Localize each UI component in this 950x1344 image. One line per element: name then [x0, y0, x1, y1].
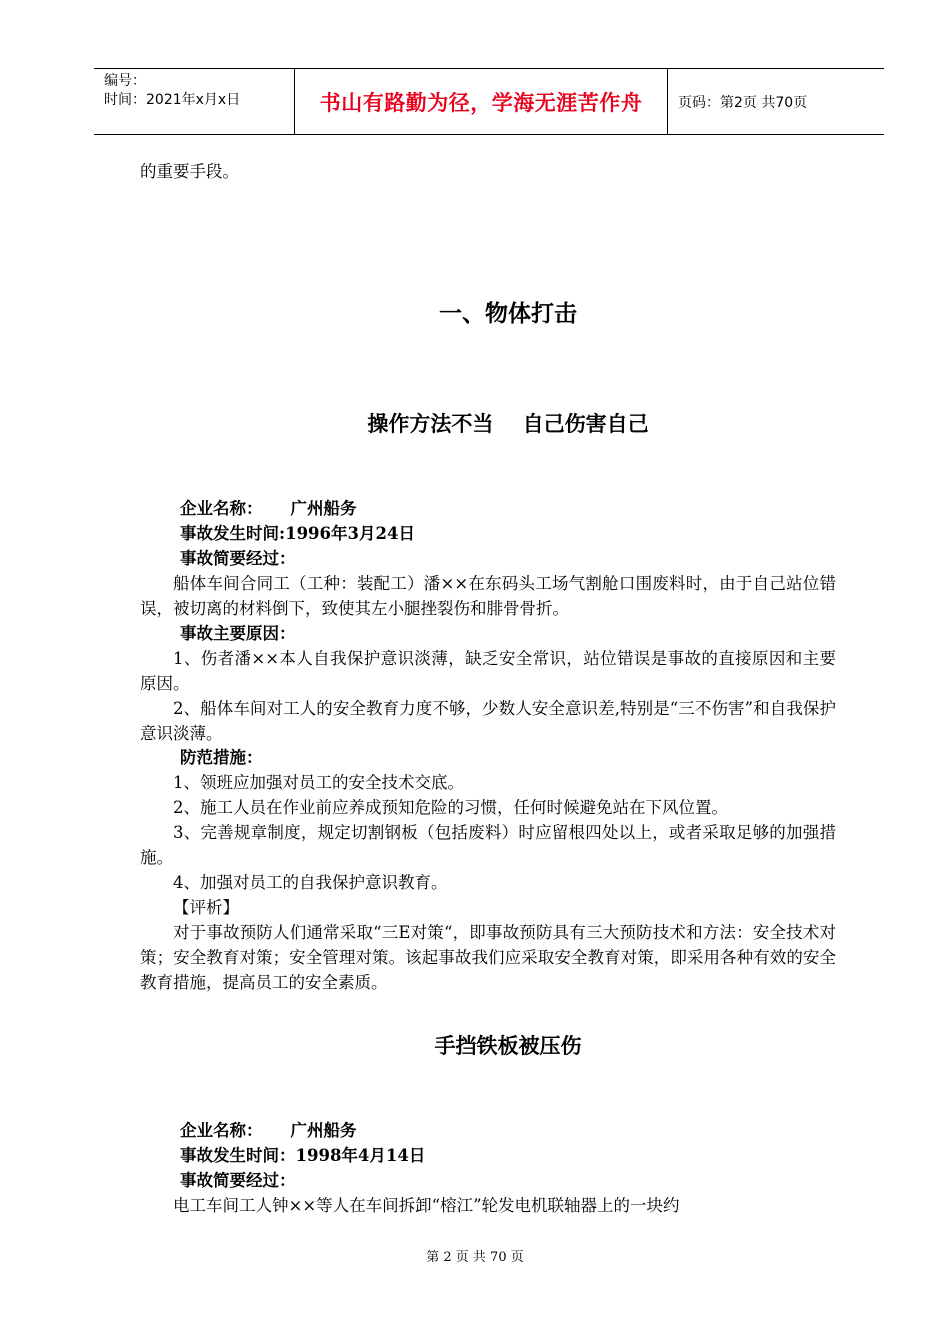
header-motto: 书山有路勤为径，学海无涯苦作舟 [295, 69, 668, 134]
time-value: 1998年4月14日 [295, 1146, 426, 1165]
case1-summary: 船体车间合同工（工种：装配工）潘××在东码头工场气割舱口围废料时，由于自己站位错误，被切离的材料倒下，致使其左小腿挫裂伤和腓骨骨折。 [140, 574, 836, 618]
time-label: 时间：2021年x月x日 [104, 92, 241, 108]
company-label: 企业名称： [180, 499, 263, 518]
case2-company-row [180, 1118, 357, 1143]
case1-measures-label: 防范措施： [180, 748, 263, 767]
case1-cause-1: 1、伤者潘××本人自我保护意识淡薄，缺乏安全常识，站位错误是事故的直接原因和主要原因。 [140, 649, 836, 693]
case2-time-row [180, 1143, 425, 1168]
case1-measure-2: 2、施工人员在作业前应养成预知危险的习惯，任何时候避免站在下风位置。 [173, 798, 728, 817]
header-page-info: 页码：第2页 共70页 [678, 94, 808, 111]
case2-title: 手挡铁板被压伤 [434, 1034, 582, 1058]
section-title: 一、物体打击 [439, 301, 577, 327]
case2-summary-label: 事故简要经过： [180, 1171, 296, 1190]
time-value: 1996年3月24日 [285, 524, 415, 543]
page-footer: 第 2 页 共 70 页 [426, 1250, 524, 1265]
page-header [94, 68, 884, 135]
header-meta [94, 69, 295, 134]
time-label: 事故发生时间: [180, 524, 286, 543]
case1-measure-4: 4、加强对员工的自我保护意识教育。 [173, 873, 448, 892]
company-value: 广州船务 [290, 1121, 357, 1140]
case1-measure-1: 1、领班应加强对员工的安全技术交底。 [173, 773, 464, 792]
case1-review-label: 【评析】 [173, 898, 239, 917]
time-label: 事故发生时间： [180, 1146, 296, 1165]
case1-review: 对于事故预防人们通常采取“三E对策“，即事故预防具有三大预防技术和方法：安全技术对策；安全教育对策；安全管理对策。该起事故我们应采取安全教育对策，即采用各种有效的安全教育措施，提高员工的安全素质。 [140, 923, 836, 992]
case1-causes-label: 事故主要原因： [180, 624, 296, 643]
case1-cause-2: 2、船体车间对工人的安全教育力度不够，少数人安全意识差,特别是“三不伤害”和自我保护意识淡薄。 [140, 699, 836, 743]
intro-tail: 的重要手段。 [140, 162, 239, 181]
case1-measure-3: 3、完善规章制度，规定切割钢板（包括废料）时应留根四处以上，或者采取足够的加强措施。 [140, 823, 836, 867]
company-value: 广州船务 [290, 499, 357, 518]
case2-summary: 电工车间工人钟××等人在车间拆卸“榕江”轮发电机联轴器上的一块约 [173, 1196, 680, 1215]
number-label: 编号： [104, 73, 146, 89]
case1-time-row [180, 521, 415, 546]
case1-title: 操作方法不当 自己伤害自己 [367, 412, 649, 436]
case1-company-row [180, 496, 357, 521]
case1-summary-label: 事故简要经过： [180, 549, 296, 568]
company-label: 企业名称： [180, 1121, 263, 1140]
